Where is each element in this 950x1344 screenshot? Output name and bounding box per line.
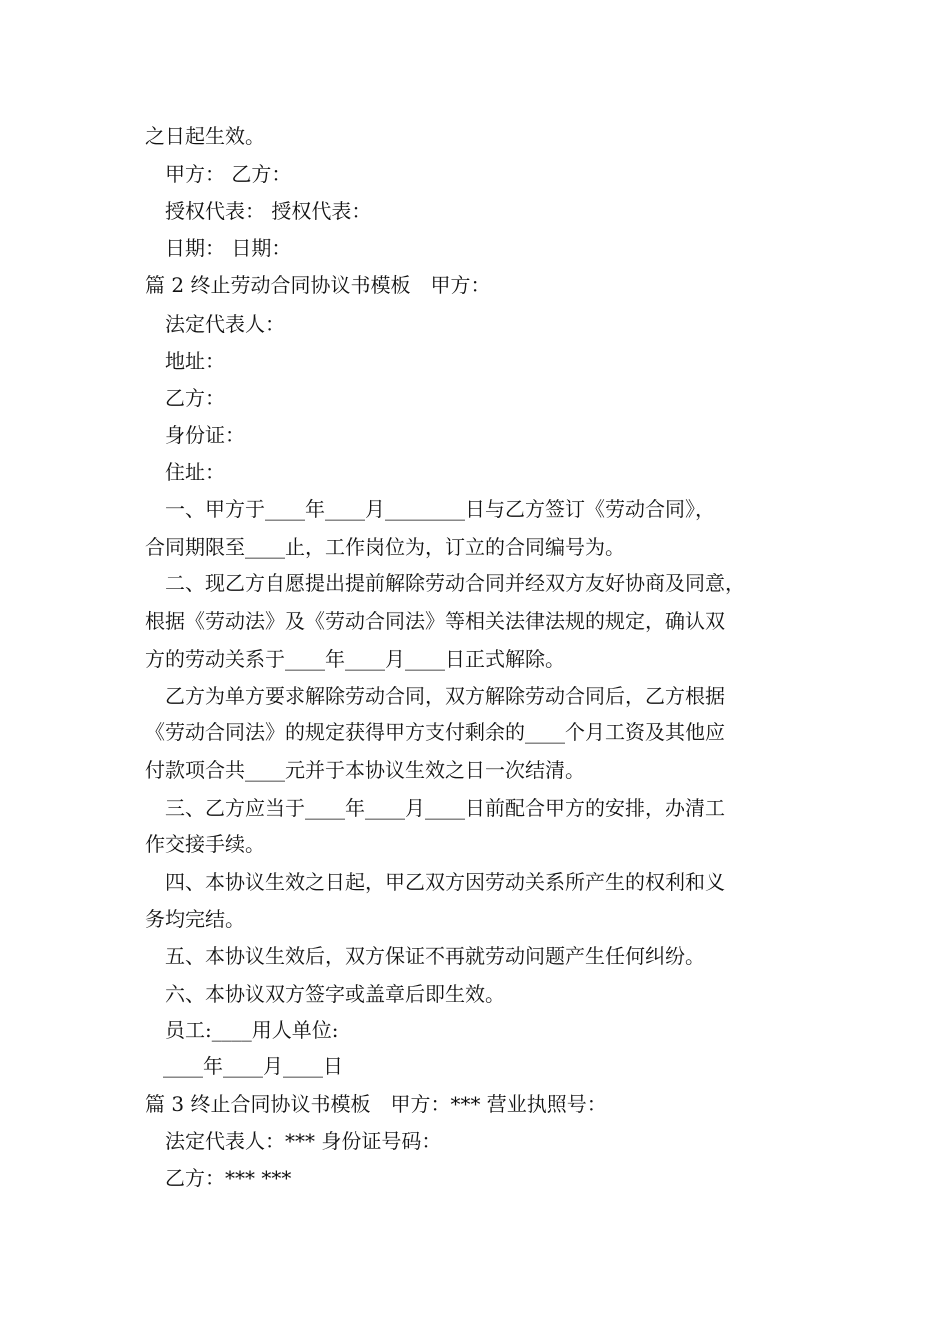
text-line: 乙方：	[165, 386, 225, 410]
text-line: 《劳动合同法》的规定获得甲方支付剩余的____个月工资及其他应	[145, 720, 725, 744]
text-line: 身份证：	[165, 423, 245, 447]
signature-line: 员工:____用人单位:	[165, 1018, 339, 1042]
section-heading-2: 篇 2 终止劳动合同协议书模板 甲方：	[145, 273, 491, 297]
text-line: 付款项合共____元并于本协议生效之日一次结清。	[145, 758, 585, 782]
clause-1-line: 合同期限至____止，工作岗位为，订立的合同编号为。	[145, 535, 625, 559]
text-line: 乙方为单方要求解除劳动合同，双方解除劳动合同后，乙方根据	[165, 684, 725, 708]
signature-parties-line: 甲方： 乙方：	[165, 162, 292, 186]
clause-5-line: 五、本协议生效后，双方保证不再就劳动问题产生任何纠纷。	[165, 944, 705, 968]
text-line: 法定代表人：*** 身份证号码：	[165, 1129, 442, 1153]
clause-4-line: 四、本协议生效之日起，甲乙双方因劳动关系所产生的权利和义	[165, 870, 725, 894]
text-line: 之日起生效。	[145, 124, 265, 148]
clause-1-line: 一、甲方于____年____月________日与乙方签订《劳动合同》，	[165, 497, 715, 521]
clause-2-line: 方的劳动关系于____年____月____日正式解除。	[145, 647, 565, 671]
clause-2-line: 二、现乙方自愿提出提前解除劳动合同并经双方友好协商及同意，	[165, 571, 745, 595]
clause-3-line: 三、乙方应当于____年____月____日前配合甲方的安排，办清工	[165, 796, 725, 820]
clause-3-line: 作交接手续。	[145, 832, 265, 856]
text-line: 乙方：*** ***	[165, 1166, 292, 1190]
text-line: 住址：	[165, 460, 225, 484]
clause-2-line: 根据《劳动法》及《劳动合同法》等相关法律法规的规定，确认双	[145, 609, 725, 633]
clause-6-line: 六、本协议双方签字或盖章后即生效。	[165, 982, 505, 1006]
text-line: 地址：	[165, 349, 225, 373]
section-heading-3: 篇 3 终止合同协议书模板 甲方：*** 营业执照号：	[145, 1092, 607, 1116]
text-line: 法定代表人：	[165, 312, 285, 336]
clause-4-line: 务均完结。	[145, 907, 245, 931]
date-line: ____年____月____日	[163, 1054, 343, 1078]
signature-representative-line: 授权代表： 授权代表：	[165, 199, 372, 223]
signature-date-line: 日期： 日期：	[165, 236, 292, 260]
